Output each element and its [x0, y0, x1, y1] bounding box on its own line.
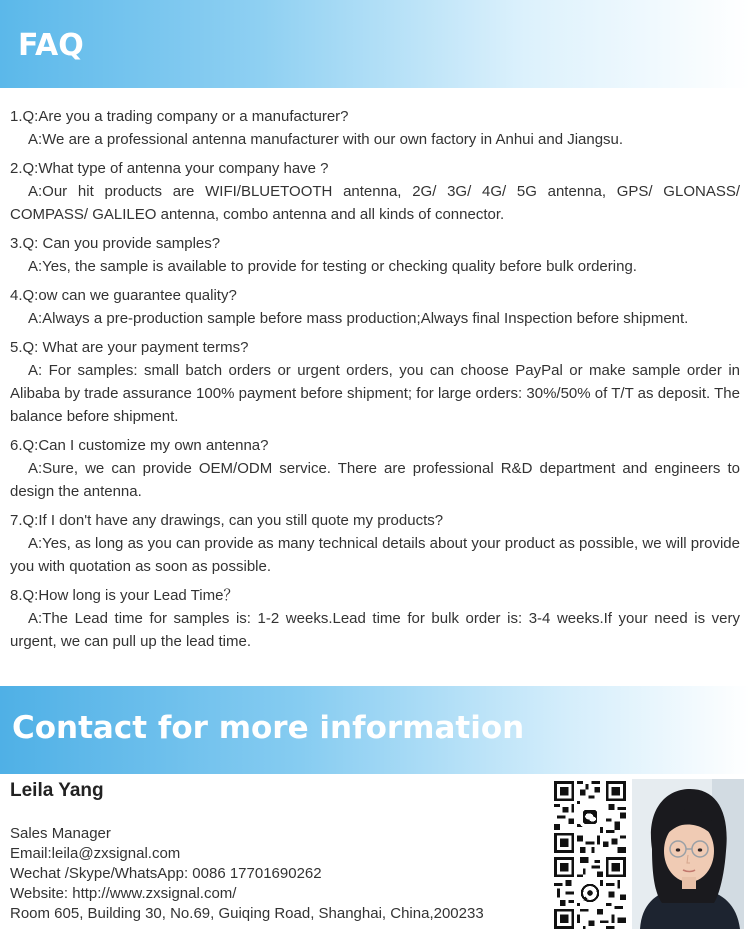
faq-item — [10, 157, 740, 226]
contact-email[interactable]: Email:leila@zxsignal.com — [10, 845, 181, 862]
faq-item — [10, 105, 740, 151]
faq-title: FAQ — [18, 28, 84, 63]
whatsapp-qr-code-icon — [554, 857, 626, 929]
faq-answer: A:Yes, the sample is available to provide for testing or checking quality before bulk ordering. — [28, 258, 637, 275]
faq-list — [10, 105, 740, 659]
contact-banner — [0, 686, 750, 774]
faq-question: 6.Q:Can I customize my own antenna? — [10, 437, 269, 454]
contact-address: Room 605, Building 30, No.69, Guiqing Road, Shanghai, China,200233 — [10, 905, 484, 922]
faq-answer: A:Sure, we can provide OEM/ODM service. There are professional R&D department and engineers to design the antenna. — [10, 460, 740, 500]
faq-item — [10, 584, 740, 653]
faq-answer: A:Always a pre-production sample before mass production;Always final Inspection before shipment. — [28, 310, 689, 327]
faq-answer: A: For samples: small batch orders or urgent orders, you can choose PayPal or make sample order in Alibaba by trade assurance 100% payment before shipment; for large orders: 30%/50% of T/T as deposit. The balance before shipment. — [10, 362, 740, 425]
faq-question: 7.Q:If I don't have any drawings, can you still quote my products? — [10, 512, 444, 529]
contact-role: Sales Manager — [10, 825, 111, 842]
faq-item — [10, 284, 740, 330]
contact-phone: Wechat /Skype/WhatsApp: 0086 17701690262 — [10, 865, 322, 882]
faq-answer: A:Our hit products are WIFI/BLUETOOTH antenna, 2G/ 3G/ 4G/ 5G antenna, GPS/ GLONASS/ COMPASS/ GALILEO antenna, combo antenna and all kinds of connector. — [10, 183, 740, 223]
faq-answer: A:The Lead time for samples is: 1-2 weeks.Lead time for bulk order is: 3-4 weeks.If your need is very urgent, we can pull up the lead time. — [10, 610, 740, 650]
wechat-qr-code-icon — [554, 781, 626, 853]
faq-item — [10, 336, 740, 428]
faq-question: 1.Q:Are you a trading company or a manufacturer? — [10, 108, 349, 125]
faq-item — [10, 509, 740, 578]
contact-website[interactable]: Website: http://www.zxsignal.com/ — [10, 885, 237, 902]
faq-answer: A:We are a professional antenna manufacturer with our own factory in Anhui and Jiangsu. — [28, 131, 624, 148]
faq-question: 8.Q:How long is your Lead Time？ — [10, 587, 239, 604]
faq-item — [10, 232, 740, 278]
contact-photo — [632, 779, 744, 929]
faq-question: 4.Q:ow can we guarantee quality? — [10, 287, 237, 304]
faq-question: 3.Q: Can you provide samples? — [10, 235, 221, 252]
contact-card — [10, 780, 540, 924]
faq-item — [10, 434, 740, 503]
contact-title: Contact for more information — [12, 710, 525, 746]
faq-banner — [0, 0, 750, 88]
contact-name: Leila Yang — [10, 780, 104, 801]
faq-question: 2.Q:What type of antenna your company have ? — [10, 160, 329, 177]
faq-answer: A:Yes, as long as you can provide as many technical details about your product as possible, we will provide you with quotation as soon as possible. — [10, 535, 740, 575]
faq-question: 5.Q: What are your payment terms? — [10, 339, 249, 356]
